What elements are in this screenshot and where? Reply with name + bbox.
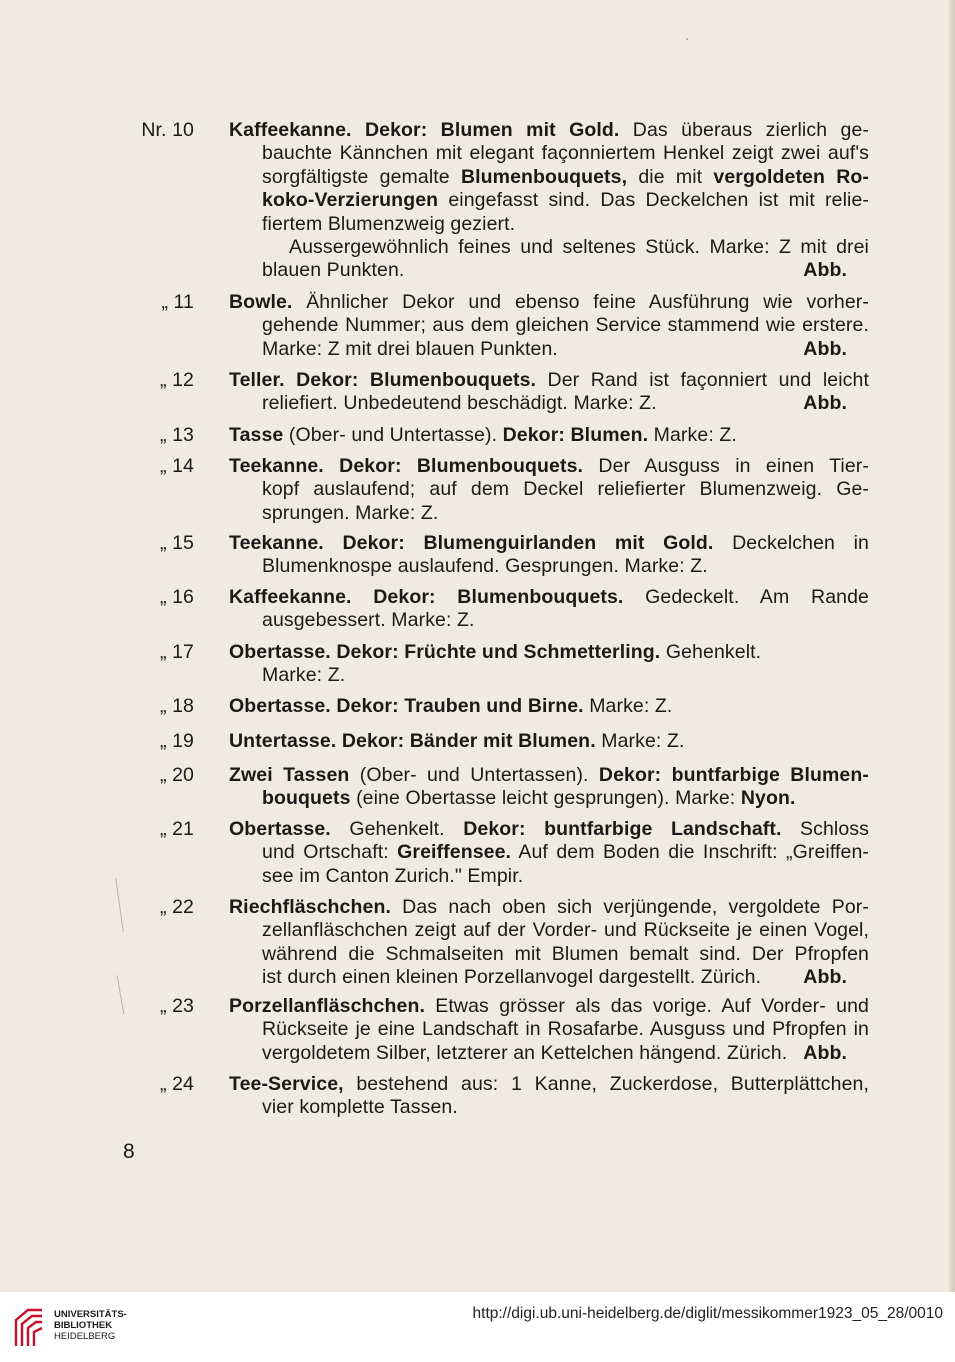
entry-number: „ 15 <box>159 532 194 554</box>
entry-line: während die Schmalseiten mit Blumen bemalt sind. Der Pfropfen <box>262 942 869 965</box>
entry-description <box>229 995 869 1065</box>
entry-number: „ 20 <box>159 764 194 786</box>
entry-line: reliefiert. Unbedeutend beschädigt. Marke: Z. Abb. <box>262 392 847 415</box>
abb-reference: Abb. <box>803 966 847 989</box>
abb-reference: Abb. <box>803 1041 847 1064</box>
entry-line: und Ortschaft: Greiffensee. Auf dem Boden die Inschrift: „Greiffen- <box>262 841 869 864</box>
entry-number: „ 16 <box>159 586 194 608</box>
entry-line: Marke: Z mit drei blauen Punkten. Abb. <box>262 337 847 360</box>
digitization-footer <box>0 1292 955 1362</box>
entry-line: see im Canton Zurich." Empir. <box>262 864 524 887</box>
entry-line: Aussergewöhnlich feines und seltenes Stück. Marke: Z mit drei <box>289 236 869 259</box>
entry-line: ist durch einen kleinen Porzellanvogel dargestellt. Zürich. Abb. <box>262 966 847 989</box>
entry-number: „ 24 <box>159 1073 194 1095</box>
entry-line: vier komplette Tassen. <box>262 1096 458 1119</box>
entry-line: Riechfläschchen. Das nach oben sich verjüngende, vergoldete Por- <box>229 896 869 918</box>
entry-number: „ 22 <box>159 896 194 918</box>
entry-line: Obertasse. Dekor: Trauben und Birne. Marke: Z. <box>229 695 673 717</box>
entry-line: blauen Punkten. Abb. <box>262 259 847 282</box>
entry-description <box>229 641 869 688</box>
entry-line: Marke: Z. <box>262 664 346 687</box>
entry-line: vergoldetem Silber, letzterer an Kettelchen hängend. Zürich. Abb. <box>262 1041 847 1064</box>
entry-line: Blumenknospe auslaufend. Gesprungen. Marke: Z. <box>262 555 708 578</box>
entry-number: „ 18 <box>159 695 194 717</box>
page-edge-shadow <box>949 0 955 1292</box>
entry-line: Kaffeekanne. Dekor: Blumen mit Gold. Das überaus zierlich ge- <box>229 119 869 141</box>
source-url[interactable]: http://digi.ub.uni-heidelberg.de/diglit/messikommer1923_05_28/0010 <box>472 1305 943 1322</box>
entry-number: „ 23 <box>159 995 194 1017</box>
entry-line: kopf auslaufend; auf dem Deckel reliefierter Blumenzweig. Ge- <box>262 478 869 501</box>
library-name: UNIVERSITÄTS- BIBLIOTHEK HEIDELBERG <box>54 1309 127 1342</box>
entry-number: „ 14 <box>159 455 194 477</box>
entry-line: Porzellanfläschchen. Etwas grösser als das vorige. Auf Vorder- und <box>229 995 869 1017</box>
abb-reference: Abb. <box>803 259 847 282</box>
entry-line: gehende Nummer; aus dem gleichen Service stammend wie erstere. <box>262 314 869 337</box>
entry-number: „ 19 <box>159 730 194 752</box>
entry-number: Nr. 10 <box>141 119 194 141</box>
entry-line: Teekanne. Dekor: Blumenbouquets. Der Ausguss in einen Tier- <box>229 455 869 477</box>
entry-line: Teller. Dekor: Blumenbouquets. Der Rand ist façonniert und leicht <box>229 369 869 391</box>
entry-description <box>229 424 869 447</box>
entry-description <box>229 455 869 525</box>
entry-line: sprungen. Marke: Z. <box>262 501 439 524</box>
page-number: 8 <box>123 1140 135 1163</box>
entry-description <box>229 291 869 361</box>
entry-line: Untertasse. Dekor: Bänder mit Blumen. Marke: Z. <box>229 730 685 752</box>
entry-description <box>229 818 869 888</box>
entry-line: ausgebessert. Marke: Z. <box>262 609 475 632</box>
entry-number: „ 12 <box>159 369 194 391</box>
entry-line: sorgfältigste gemalte Blumenbouquets, die mit vergoldeten Ro- <box>262 165 870 188</box>
pencil-mark <box>686 38 688 40</box>
entry-number: „ 17 <box>159 641 194 663</box>
entry-description <box>229 119 869 283</box>
entry-line: Obertasse. Dekor: Früchte und Schmetterling. Gehenkelt. <box>229 641 762 663</box>
entry-number: „ 21 <box>159 818 194 840</box>
abb-reference: Abb. <box>803 392 847 415</box>
entry-line: zellanfläschchen zeigt auf der Vorder- und Rückseite je einen Vogel, <box>262 919 869 942</box>
entry-number: „ 11 <box>161 291 194 313</box>
entry-number: „ 13 <box>159 424 194 446</box>
entry-description <box>229 764 869 811</box>
entry-description <box>229 695 869 718</box>
library-logo-icon <box>12 1306 46 1350</box>
entry-line: Tasse (Ober- und Untertasse). Dekor: Blumen. Marke: Z. <box>229 424 737 446</box>
entry-description <box>229 730 869 753</box>
entry-description <box>229 369 869 416</box>
abb-reference: Abb. <box>803 337 847 360</box>
entry-line: Zwei Tassen (Ober- und Untertassen). Dekor: buntfarbige Blumen- <box>229 764 869 786</box>
entry-line: koko-Verzierungen eingefasst sind. Das Deckelchen ist mit relie- <box>262 189 869 212</box>
entry-line: bauchte Kännchen mit elegant façonniertem Henkel zeigt zwei auf's <box>262 142 869 165</box>
entry-line: fiertem Blumenzweig geziert. <box>262 212 516 235</box>
entry-description <box>229 896 869 990</box>
entry-line: Bowle. Ähnlicher Dekor und ebenso feine Ausführung wie vorher- <box>229 291 869 313</box>
entry-line: Kaffeekanne. Dekor: Blumenbouquets. Gedeckelt. Am Rande <box>229 586 869 608</box>
entry-description <box>229 532 869 579</box>
entry-line: Obertasse. Gehenkelt. Dekor: buntfarbige Landschaft. Schloss <box>229 818 869 840</box>
entry-description <box>229 586 869 633</box>
entry-line: bouquets (eine Obertasse leicht gesprungen). Marke: Nyon. <box>262 787 796 810</box>
entry-line: Teekanne. Dekor: Blumenguirlanden mit Gold. Deckelchen in <box>229 532 869 554</box>
entry-line: Tee-Service, bestehend aus: 1 Kanne, Zuckerdose, Butterplättchen, <box>229 1073 869 1095</box>
entry-description <box>229 1073 869 1120</box>
entry-line: Rückseite je eine Landschaft in Rosafarbe. Ausguss und Pfropfen in <box>262 1018 869 1041</box>
